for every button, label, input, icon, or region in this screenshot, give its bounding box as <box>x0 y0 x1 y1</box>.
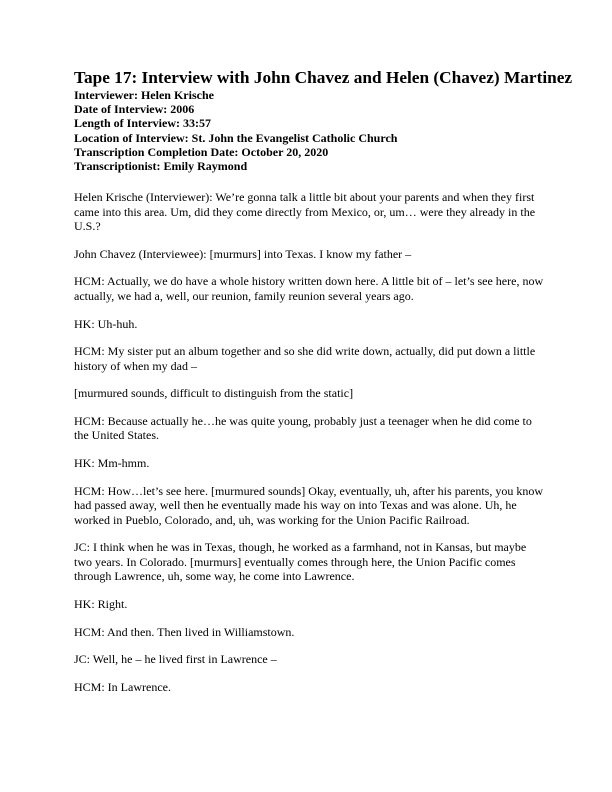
transcript-paragraph: HK: Right. <box>74 596 128 611</box>
transcript-paragraph: HCM: Actually, we do have a whole history written down here. A little bit of – let’s see here, now actually, we had a, well, our reunion, family reunion several years ago. <box>74 274 544 303</box>
interview-date-line: Date of Interview: 2006 <box>74 102 195 117</box>
interview-length-line: Length of Interview: 33:57 <box>74 116 211 131</box>
transcript-paragraph: HCM: How…let’s see here. [murmured sounds] Okay, eventually, uh, after his parents, you know had passed away, well then he eventually made his way on into Texas and was alone. Uh, he worked in Pueblo, Colorado, and, uh, was working for the Union Pacific Railroad. <box>74 483 544 527</box>
document-page <box>74 68 573 708</box>
transcription-date-line: Transcription Completion Date: October 20, 2020 <box>74 144 329 159</box>
transcript-paragraph: HK: Uh-huh. <box>74 316 138 331</box>
transcriptionist-line: Transcriptionist: Emily Raymond <box>74 159 248 174</box>
transcript-paragraph: HCM: And then. Then lived in Williamstown. <box>74 624 295 639</box>
transcript-paragraph: HCM: In Lawrence. <box>74 680 171 695</box>
interview-metadata <box>74 88 544 173</box>
document-title: Tape 17: Interview with John Chavez and Helen (Chavez) Martinez <box>74 68 573 87</box>
transcript-paragraph: Helen Krische (Interviewer): We’re gonna talk a little bit about your parents and when they first came into this area. Um, did they come directly from Mexico, or, um… were they already in the U.S.? <box>74 190 536 234</box>
transcript-paragraph: JC: Well, he – he lived first in Lawrence – <box>74 652 277 667</box>
transcript-paragraph: HCM: Because actually he…he was quite young, probably just a teenager when he did come to the United States. <box>74 414 532 443</box>
transcript-paragraph: [murmured sounds, difficult to distinguish from the static] <box>74 386 354 401</box>
transcript-paragraph: HCM: My sister put an album together and so she did write down, actually, did put down a little history of when my dad – <box>74 344 536 373</box>
transcript-body <box>74 190 544 694</box>
transcript-paragraph: HK: Mm-hmm. <box>74 456 150 471</box>
interview-location-line: Location of Interview: St. John the Evangelist Catholic Church <box>74 130 398 145</box>
transcript-paragraph: John Chavez (Interviewee): [murmurs] into Texas. I know my father – <box>74 246 412 261</box>
interviewer-line: Interviewer: Helen Krische <box>74 88 214 102</box>
transcript-paragraph: JC: I think when he was in Texas, though, he worked as a farmhand, not in Kansas, but maybe two years. In Colorado. [murmurs] eventually comes through here, the Union Pacific comes through Lawrence, uh, some way, he come into Lawrence. <box>74 540 527 584</box>
